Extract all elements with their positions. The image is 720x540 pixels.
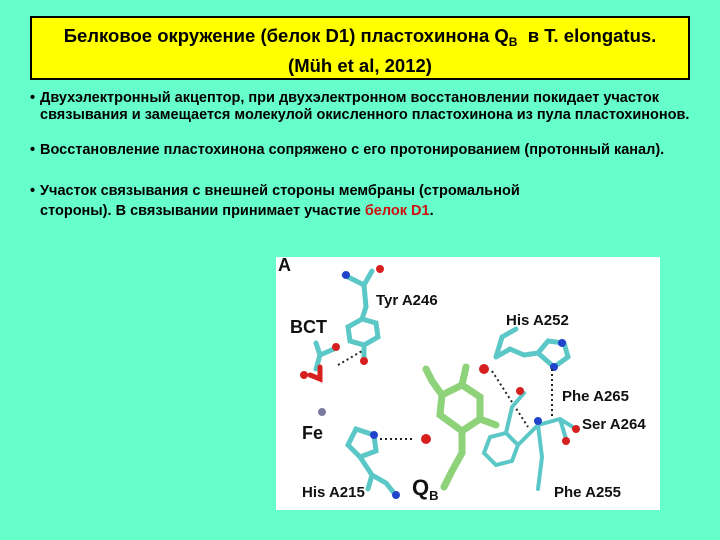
qb-quinone	[426, 367, 496, 487]
bullet-1: • Двухэлектронный акцептор, при двухэлектронном восстановлении покидает участок связывания и замещается молекулой окисленного пластохинона из пула пластохинонов.	[30, 90, 700, 124]
bullet-2: • Восстановление пластохинона сопряжено с его протонированием (протонный канал).	[30, 142, 700, 159]
label-phe265: Phe A265	[562, 388, 629, 405]
panel-label: A	[278, 257, 291, 275]
molecule-diagram	[276, 257, 660, 510]
label-tyr: Tyr A246	[376, 292, 438, 309]
his252-residue	[496, 329, 568, 367]
label-qb-sub: B	[429, 488, 439, 503]
bullet-3-highlight: белок D1	[364, 203, 430, 219]
label-his252: His A252	[506, 312, 569, 329]
label-his215: His A215	[302, 484, 365, 501]
label-phe255: Phe A255	[554, 484, 621, 501]
title-line-2: (Müh et al, 2012)	[288, 55, 432, 76]
title-box	[30, 16, 690, 80]
iron-atom	[318, 408, 326, 416]
label-bct: BCT	[290, 317, 327, 337]
bullet-3-text: Участок связывания с внешней стороны мембраны (стромальной стороны). В связывании принимает участие	[40, 183, 520, 219]
bullet-3	[30, 181, 580, 221]
title-line-1	[32, 24, 688, 54]
label-fe: Fe	[302, 423, 324, 443]
title-main: Белковое окружение (белок D1) пластохинона Q	[63, 25, 509, 46]
title-subscript: B	[508, 35, 518, 49]
title-tail: в T. elongatus.	[517, 25, 657, 46]
label-qb	[412, 475, 439, 503]
bullet-3-end: .	[429, 203, 434, 219]
label-qb-main: Q	[412, 475, 430, 500]
label-ser264: Ser A264	[582, 416, 646, 433]
bullet-list	[30, 90, 700, 239]
tyr-residue	[344, 271, 378, 357]
structure-figure	[276, 257, 660, 510]
